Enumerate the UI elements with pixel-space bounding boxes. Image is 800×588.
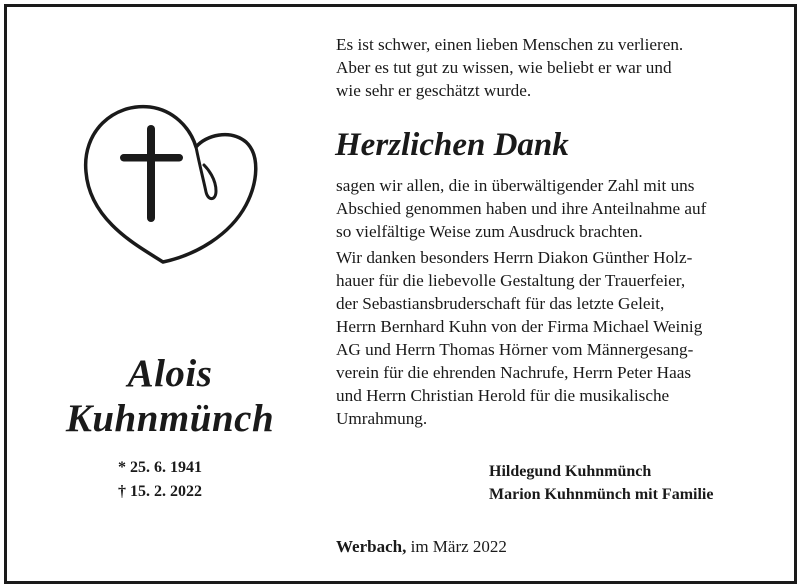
paragraph-line: hauer für die liebevolle Gestaltung der Trauerfeier, [336, 271, 686, 290]
paragraph-line: Abschied genommen haben und ihre Anteilnahme auf [336, 199, 707, 218]
deceased-first-name: Alois [127, 352, 213, 395]
paragraph-line: und Herrn Christian Herold für die musikalische [336, 386, 670, 405]
thanks-paragraph [336, 174, 776, 243]
place-and-date [336, 535, 507, 558]
place-date: im März 2022 [406, 537, 507, 556]
signer-name: Hildegund Kuhnmünch [489, 463, 652, 480]
signers [489, 460, 713, 506]
paragraph-line: Wir danken besonders Herrn Diakon Günther Holz- [336, 248, 693, 267]
paragraph-line: Herrn Bernhard Kuhn von der Firma Michael Weinig [336, 317, 703, 336]
paragraph-line: Umrahmung. [336, 409, 428, 428]
paragraph-line: verein für die ehrenden Nachrufe, Herrn Peter Haas [336, 363, 692, 382]
special-thanks-paragraph [336, 246, 776, 430]
cross-in-heart-icon [78, 97, 263, 272]
signer-name: Marion Kuhnmünch mit Familie [489, 486, 714, 503]
birth-date: * 25. 6. 1941 [118, 459, 202, 476]
intro-line: Es ist schwer, einen lieben Menschen zu verlieren. [336, 35, 684, 54]
paragraph-line: der Sebastiansbruderschaft für das letzte Geleit, [336, 294, 665, 313]
intro-line: wie sehr er geschätzt wurde. [336, 81, 532, 100]
deceased-last-name: Kuhnmünch [65, 397, 275, 440]
place-town: Werbach, [336, 537, 407, 556]
life-dates [118, 456, 202, 504]
intro-quote [336, 33, 776, 102]
death-date: † 15. 2. 2022 [118, 483, 202, 500]
paragraph-line: AG und Herrn Thomas Hörner vom Männergesang- [336, 340, 694, 359]
notice-heading: Herzlichen Dank [335, 127, 569, 163]
paragraph-line: sagen wir allen, die in überwältigender Zahl mit uns [336, 176, 695, 195]
paragraph-line: so vielfältige Weise zum Ausdruck brachten. [336, 222, 643, 241]
intro-line: Aber es tut gut zu wissen, wie beliebt er war und [336, 58, 672, 77]
